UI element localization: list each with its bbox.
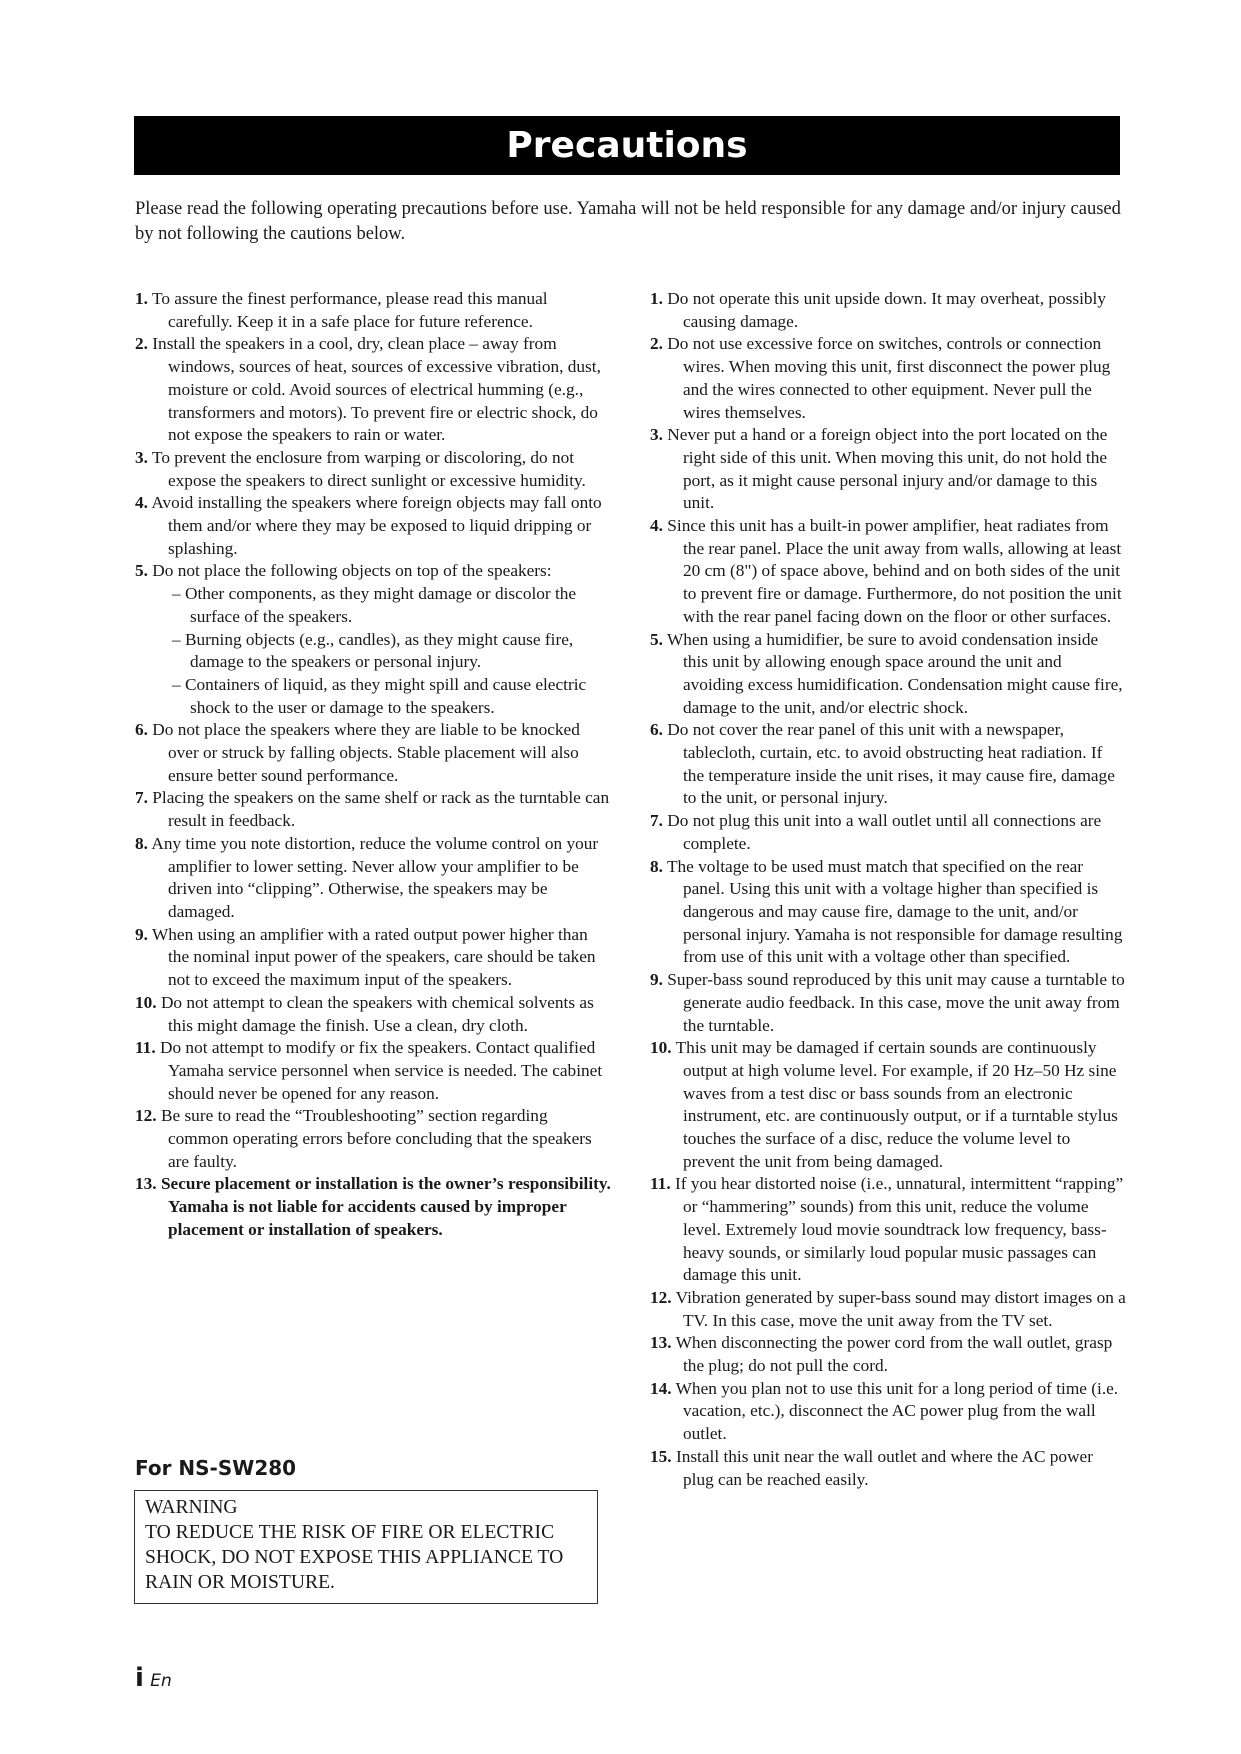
list-item: 3. To prevent the enclosure from warping or discoloring, do not expose the speakers to direct sunlight or excessive humidity. bbox=[135, 447, 586, 490]
list-item: 2. Do not use excessive force on switches, controls or connection wires. When moving this unit, first disconnect the power plug and the wires connected to other equipment. Never pull the wires themselves. bbox=[650, 334, 1111, 422]
list-item: 7. Placing the speakers on the same shelf or rack as the turntable can result in feedback. bbox=[135, 788, 610, 831]
speaker-precautions-list-continued bbox=[135, 719, 611, 1241]
list-item: 5. When using a humidifier, be sure to avoid condensation inside this unit by allowing enough space around the unit and avoiding excess humidification. Condensation might cause fire, damage to the unit, and/or electric shock. bbox=[650, 629, 1123, 717]
subwoofer-precautions-list bbox=[650, 288, 1126, 1491]
list-item: 5. Do not place the following objects on top of the speakers: bbox=[135, 561, 552, 581]
list-item: 13. When disconnecting the power cord from the wall outlet, grasp the plug; do not pull the cord. bbox=[650, 1333, 1113, 1376]
list-item: 4. Since this unit has a built-in power amplifier, heat radiates from the rear panel. Place the unit away from walls, allowing at least 20 cm (8") of space above, behind and on both sides of the unit to prevent fire or damage. Furthermore, do not position the unit with the rear panel facing down on the floor or other surfaces. bbox=[650, 516, 1122, 626]
warning-box bbox=[134, 1490, 598, 1604]
intro-paragraph: Please read the following operating precautions before use. Yamaha will not be held responsible for any damage and/or injury caused by not following the cautions below. bbox=[135, 199, 1121, 244]
page-title: Precautions bbox=[134, 116, 1120, 175]
page-footer bbox=[135, 1663, 172, 1693]
list-item: 2. Install the speakers in a cool, dry, clean place – away from windows, sources of heat, sources of excessive vibration, dust, moisture or cold. Avoid sources of electrical humming (e.g., transformers and motors). To prevent fire or electric shock, do not expose the speakers to rain or water. bbox=[135, 334, 601, 445]
list-item: 8. The voltage to be used must match that specified on the rear panel. Using this unit with a voltage higher than specified is dangerous and may cause fire, damage to the unit, and/or personal injury. Yamaha is not responsible for damage resulting from use of this unit with a voltage other than specified. bbox=[650, 856, 1123, 967]
speaker-precautions-list bbox=[135, 288, 611, 583]
list-item: 10. Do not attempt to clean the speakers with chemical solvents as this might damage the finish. Use a clean, dry cloth. bbox=[135, 992, 594, 1035]
list-item: 12. Vibration generated by super-bass sound may distort images on a TV. In this case, move the unit away from the TV set. bbox=[650, 1287, 1126, 1330]
list-item: 15. Install this unit near the wall outlet and where the AC power plug can be reached easily. bbox=[650, 1446, 1093, 1489]
list-item: 6. Do not cover the rear panel of this unit with a newspaper, tablecloth, curtain, etc. to avoid obstructing heat radiation. If the temperature inside the unit rises, it may cause fire, damage to the unit, or personal injury. bbox=[650, 720, 1115, 808]
sub-item: – Other components, as they might damage or discolor the surface of the speakers. bbox=[172, 584, 577, 626]
model-heading: For NS-SW280 bbox=[135, 1456, 297, 1480]
right-column bbox=[650, 288, 1126, 1491]
sub-item: – Burning objects (e.g., candles), as they might cause fire, damage to the speakers or personal injury. bbox=[172, 629, 574, 672]
warning-title: WARNING bbox=[145, 1497, 238, 1518]
page-number: i bbox=[135, 1663, 144, 1693]
list-item: 11. Do not attempt to modify or fix the speakers. Contact qualified Yamaha service personnel when service is needed. The cabinet should never be opened for any reason. bbox=[135, 1038, 603, 1103]
sub-list bbox=[135, 583, 611, 719]
sub-item: – Containers of liquid, as they might spill and cause electric shock to the user or damage to the speakers. bbox=[172, 674, 587, 717]
list-item: 6. Do not place the speakers where they are liable to be knocked over or struck by falling objects. Stable placement will also ensure better sound performance. bbox=[135, 720, 580, 785]
list-item: 1. Do not operate this unit upside down. It may overheat, possibly causing damage. bbox=[650, 289, 1106, 331]
list-item: 12. Be sure to read the “Troubleshooting” section regarding common operating errors before concluding that the speakers are faulty. bbox=[135, 1106, 592, 1171]
list-item: 13. Secure placement or installation is the owner’s responsibility. Yamaha is not liable for accidents caused by improper placement or installation of speakers. bbox=[135, 1174, 611, 1239]
list-item: 3. Never put a hand or a foreign object into the port located on the right side of this unit. When moving this unit, do not hold the port, as it might cause personal injury and/or damage to this unit. bbox=[650, 425, 1108, 513]
list-item: 11. If you hear distorted noise (i.e., unnatural, intermittent “rapping” or “hammering” sounds) from this unit, reduce the volume level. Extremely loud movie soundtrack low frequency, bass-heavy sounds, or similarly loud popular music passages can damage this unit. bbox=[650, 1174, 1124, 1285]
list-item: 10. This unit may be damaged if certain sounds are continuously output at high volume level. For example, if 20 Hz–50 Hz sine waves from a test disc or bass sounds from an electronic instrument, etc. are continuously output, or if a turntable stylus touches the surface of a disc, reduce the volume level to prevent the unit from being damaged. bbox=[650, 1038, 1118, 1171]
language-label: En bbox=[150, 1671, 172, 1691]
list-item: 9. Super-bass sound reproduced by this unit may cause a turntable to generate audio feedback. In this case, move the unit away from the turntable. bbox=[650, 970, 1125, 1035]
warning-text: TO REDUCE THE RISK OF FIRE OR ELECTRIC SHOCK, DO NOT EXPOSE THIS APPLIANCE TO RAIN OR MOISTURE. bbox=[145, 1522, 564, 1593]
list-item: 8. Any time you note distortion, reduce the volume control on your amplifier to lower setting. Never allow your amplifier to be driven into “clipping”. Otherwise, the speakers may be damaged. bbox=[135, 833, 599, 921]
list-item: 9. When using an amplifier with a rated output power higher than the nominal input power of the speakers, care should be taken not to exceed the maximum input of the speakers. bbox=[135, 924, 596, 990]
list-item: 1. To assure the finest performance, please read this manual carefully. Keep it in a safe place for future reference. bbox=[135, 289, 548, 331]
list-item: 7. Do not plug this unit into a wall outlet until all connections are complete. bbox=[650, 811, 1102, 853]
list-item: 14. When you plan not to use this unit for a long period of time (i.e. vacation, etc.), disconnect the AC power plug from the wall outlet. bbox=[650, 1378, 1119, 1444]
list-item: 4. Avoid installing the speakers where foreign objects may fall onto them and/or where they may be exposed to liquid dripping or splashing. bbox=[135, 493, 602, 558]
left-column bbox=[135, 288, 611, 1242]
